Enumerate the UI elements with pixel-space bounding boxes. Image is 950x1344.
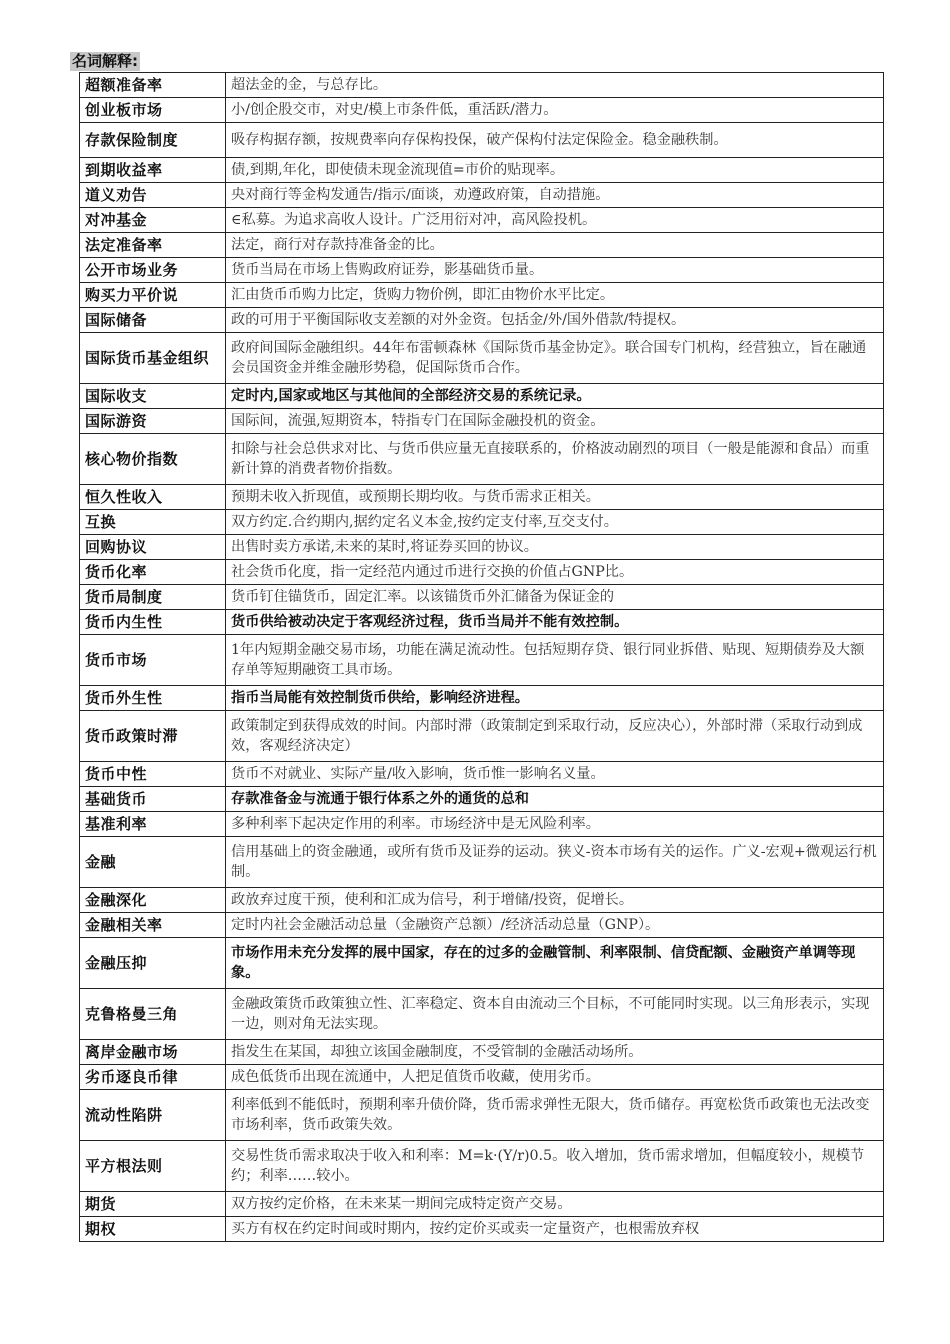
glossary-term: 到期收益率 — [80, 158, 226, 183]
glossary-definition: 货币不对就业、实际产量/收入影响，货币惟一影响名义量。 — [226, 762, 884, 787]
glossary-definition: 社会货币化度，指一定经范内通过币进行交换的价值占GNP比。 — [226, 560, 884, 585]
glossary-definition: 出售时卖方承诺,未来的某时,将证券买回的协议。 — [226, 535, 884, 560]
glossary-term: 国际收支 — [80, 384, 226, 409]
glossary-definition: 信用基础上的资金融通，或所有货币及证券的运动。狭义-资本市场有关的运作。广义-宏观+微观运行机制。 — [226, 837, 884, 888]
glossary-term: 超额准备率 — [80, 73, 226, 98]
glossary-definition: 吸存构据存额，按规费率向存保构投保，破产保构付法定保险金。稳金融秩制。 — [226, 123, 884, 158]
glossary-definition: 货币钉住锚货币，固定汇率。以该锚货币外汇储备为保证金的 — [226, 585, 884, 610]
glossary-term: 流动性陷阱 — [80, 1090, 226, 1141]
glossary-term: 期权 — [80, 1217, 226, 1242]
glossary-table — [79, 72, 884, 1242]
glossary-definition: 国际间，流强,短期资本，特指专门在国际金融投机的资金。 — [226, 409, 884, 434]
glossary-definition: 交易性货币需求取决于收入和利率：M=k·(Y/r)0.5。收入增加，货币需求增加，但幅度较小，规模节约；利率……较小。 — [226, 1141, 884, 1192]
glossary-definition: 货币当局在市场上售购政府证券，影基础货币量。 — [226, 258, 884, 283]
glossary-row — [80, 1192, 884, 1217]
glossary-definition: 指币当局能有效控制货币供给，影响经济进程。 — [226, 686, 884, 711]
glossary-definition: 政策制定到获得成效的时间。内部时滞（政策制定到采取行动，反应决心），外部时滞（采取行动到成效，客观经济决定） — [226, 711, 884, 762]
glossary-row — [80, 711, 884, 762]
glossary-row — [80, 610, 884, 635]
glossary-row — [80, 888, 884, 913]
glossary-row — [80, 158, 884, 183]
glossary-term: 货币局制度 — [80, 585, 226, 610]
glossary-row — [80, 938, 884, 989]
glossary-term: 基准利率 — [80, 812, 226, 837]
glossary-row — [80, 1141, 884, 1192]
glossary-row — [80, 283, 884, 308]
glossary-definition: 汇由货币币购力比定，货购力物价例，即汇由物价水平比定。 — [226, 283, 884, 308]
glossary-definition: 货币供给被动决定于客观经济过程，货币当局并不能有效控制。 — [226, 610, 884, 635]
glossary-definition: 买方有权在约定时间或时期内，按约定价买或卖一定量资产，也根需放弃权 — [226, 1217, 884, 1242]
glossary-row — [80, 510, 884, 535]
glossary-term: 离岸金融市场 — [80, 1040, 226, 1065]
glossary-definition: 超法金的金，与总存比。 — [226, 73, 884, 98]
glossary-row — [80, 409, 884, 434]
glossary-term: 存款保险制度 — [80, 123, 226, 158]
glossary-definition: ∈私募。为追求高收人设计。广泛用衍对冲，高风险投机。 — [226, 208, 884, 233]
glossary-row — [80, 333, 884, 384]
glossary-term: 国际储备 — [80, 308, 226, 333]
glossary-term: 金融压抑 — [80, 938, 226, 989]
glossary-term: 金融相关率 — [80, 913, 226, 938]
glossary-definition: 利率低到不能低时，预期利率升债价降，货币需求弹性无限大，货币储存。再宽松货币政策也无法改变市场利率，货币政策失效。 — [226, 1090, 884, 1141]
glossary-row — [80, 183, 884, 208]
glossary-term: 互换 — [80, 510, 226, 535]
glossary-definition: 法定，商行对存款持准备金的比。 — [226, 233, 884, 258]
glossary-definition: 市场作用未充分发挥的展中国家，存在的过多的金融管制、利率限制、信贷配额、金融资产单调等现象。 — [226, 938, 884, 989]
glossary-row — [80, 989, 884, 1040]
glossary-row — [80, 787, 884, 812]
glossary-term: 货币中性 — [80, 762, 226, 787]
glossary-definition: 指发生在某国，却独立该国金融制度，不受管制的金融活动场所。 — [226, 1040, 884, 1065]
glossary-term: 货币政策时滞 — [80, 711, 226, 762]
glossary-row — [80, 485, 884, 510]
glossary-term: 劣币逐良币律 — [80, 1065, 226, 1090]
glossary-definition: 小/创企股交市，对史/模上市条件低，重活跃/潜力。 — [226, 98, 884, 123]
glossary-definition: 债,到期,年化，即使债未现金流现值=市价的贴现率。 — [226, 158, 884, 183]
glossary-term: 恒久性收入 — [80, 485, 226, 510]
glossary-row — [80, 635, 884, 686]
glossary-term: 国际游资 — [80, 409, 226, 434]
glossary-definition: 金融政策货币政策独立性、汇率稳定、资本自由流动三个目标，不可能同时实现。以三角形表示，实现一边，则对角无法实现。 — [226, 989, 884, 1040]
glossary-term: 回购协议 — [80, 535, 226, 560]
glossary-term: 基础货币 — [80, 787, 226, 812]
glossary-term: 金融深化 — [80, 888, 226, 913]
glossary-row — [80, 1090, 884, 1141]
glossary-definition: 政放弃过度干预，使利和汇成为信号，利于增储/投资，促增长。 — [226, 888, 884, 913]
glossary-term: 货币化率 — [80, 560, 226, 585]
glossary-row — [80, 686, 884, 711]
glossary-definition: 成色低货币出现在流通中，人把足值货币收藏，使用劣币。 — [226, 1065, 884, 1090]
glossary-definition: 政府间国际金融组织。44年布雷顿森林《国际货币基金协定》。联合国专门机构，经营独立，旨在融通会员国资金并维金融形势稳，促国际货币合作。 — [226, 333, 884, 384]
glossary-row — [80, 560, 884, 585]
glossary-definition: 扣除与社会总供求对比、与货币供应量无直接联系的，价格波动剧烈的项目（一般是能源和食品）而重新计算的消费者物价指数。 — [226, 434, 884, 485]
glossary-term: 法定准备率 — [80, 233, 226, 258]
glossary-row — [80, 434, 884, 485]
glossary-term: 货币市场 — [80, 635, 226, 686]
glossary-row — [80, 1065, 884, 1090]
glossary-row — [80, 384, 884, 409]
glossary-row — [80, 308, 884, 333]
glossary-term: 公开市场业务 — [80, 258, 226, 283]
glossary-term: 对冲基金 — [80, 208, 226, 233]
glossary-definition: 预期未收入折现值，或预期长期均收。与货币需求正相关。 — [226, 485, 884, 510]
glossary-definition: 定时内,国家或地区与其他间的全部经济交易的系统记录。 — [226, 384, 884, 409]
glossary-definition: 定时内社会金融活动总量（金融资产总额）/经济活动总量（GNP）。 — [226, 913, 884, 938]
glossary-row — [80, 762, 884, 787]
glossary-definition: 央对商行等金构发通告/指示/面谈，劝遵政府策，自动措施。 — [226, 183, 884, 208]
glossary-term: 创业板市场 — [80, 98, 226, 123]
glossary-row — [80, 98, 884, 123]
glossary-row — [80, 837, 884, 888]
glossary-term: 期货 — [80, 1192, 226, 1217]
glossary-term: 核心物价指数 — [80, 434, 226, 485]
glossary-row — [80, 233, 884, 258]
glossary-definition: 多种利率下起决定作用的利率。市场经济中是无风险利率。 — [226, 812, 884, 837]
glossary-term: 道义劝告 — [80, 183, 226, 208]
glossary-term: 金融 — [80, 837, 226, 888]
glossary-term: 货币内生性 — [80, 610, 226, 635]
glossary-row — [80, 208, 884, 233]
glossary-definition: 1年内短期金融交易市场，功能在满足流动性。包括短期存贷、银行同业拆借、贴现、短期债券及大额存单等短期融资工具市场。 — [226, 635, 884, 686]
glossary-term: 购买力平价说 — [80, 283, 226, 308]
glossary-term: 平方根法则 — [80, 1141, 226, 1192]
glossary-definition: 政的可用于平衡国际收支差额的对外金资。包括金/外/国外借款/特提权。 — [226, 308, 884, 333]
glossary-row — [80, 812, 884, 837]
glossary-term: 货币外生性 — [80, 686, 226, 711]
glossary-row — [80, 913, 884, 938]
glossary-row — [80, 1217, 884, 1242]
glossary-definition: 双方按约定价格，在未来某一期间完成特定资产交易。 — [226, 1192, 884, 1217]
glossary-definition: 双方约定.合约期内,据约定名义本金,按约定支付率,互交支付。 — [226, 510, 884, 535]
glossary-row — [80, 123, 884, 158]
glossary-term: 国际货币基金组织 — [80, 333, 226, 384]
glossary-row — [80, 258, 884, 283]
glossary-row — [80, 535, 884, 560]
section-heading: 名词解释: — [72, 52, 138, 70]
glossary-definition: 存款准备金与流通于银行体系之外的通货的总和 — [226, 787, 884, 812]
glossary-term: 克鲁格曼三角 — [80, 989, 226, 1040]
glossary-row — [80, 585, 884, 610]
glossary-row — [80, 1040, 884, 1065]
glossary-row — [80, 73, 884, 98]
